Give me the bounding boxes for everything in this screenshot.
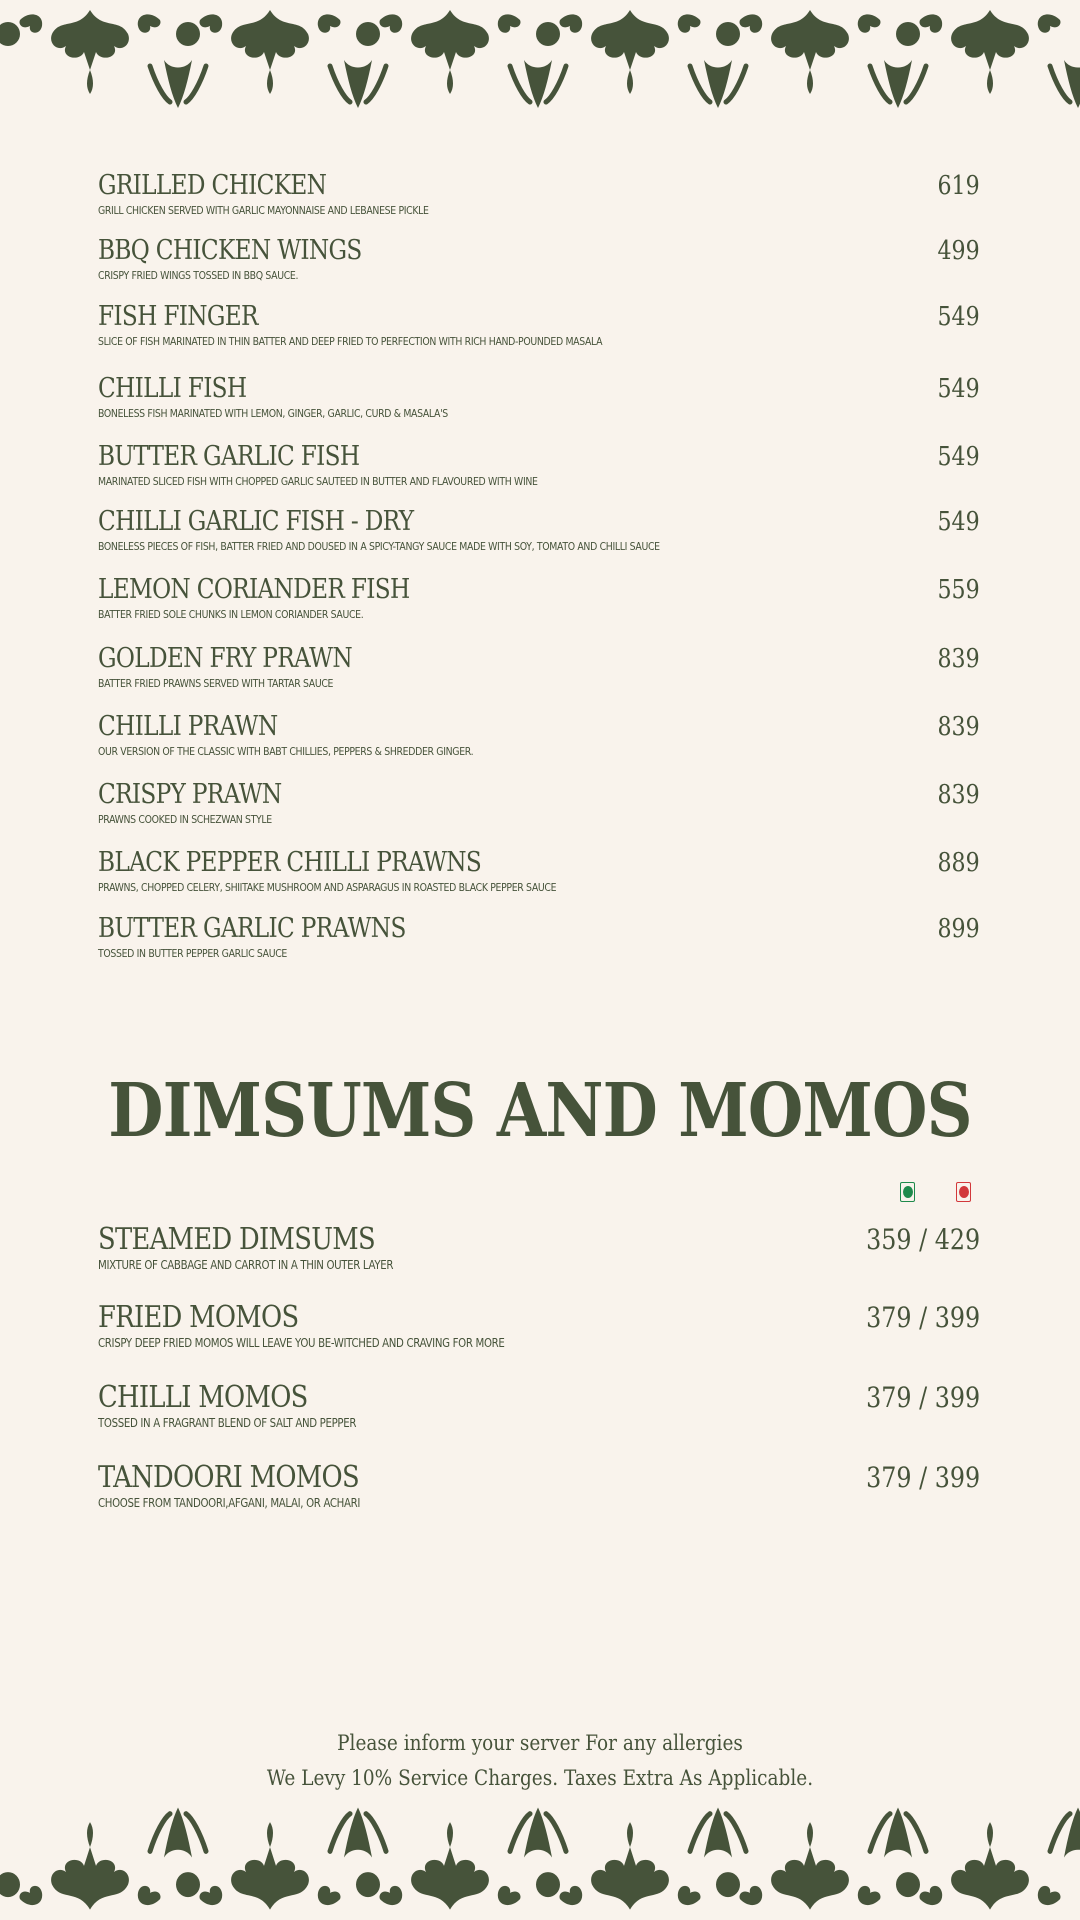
item-name: CHILLI PRAWN bbox=[98, 711, 278, 742]
menu-item bbox=[98, 301, 980, 348]
footer-notes bbox=[0, 1726, 1080, 1796]
menu-item bbox=[98, 1462, 980, 1510]
item-price: 619 bbox=[937, 171, 980, 201]
item-price: 379 / 399 bbox=[865, 1301, 980, 1334]
item-price: 359 / 429 bbox=[865, 1223, 980, 1256]
menu-item bbox=[98, 1224, 980, 1272]
non-veg-icon bbox=[956, 1182, 971, 1202]
menu-item bbox=[98, 779, 980, 826]
item-price: 889 bbox=[937, 848, 980, 878]
item-name: TANDOORI MOMOS bbox=[98, 1460, 359, 1495]
item-description: GRILL CHICKEN SERVED WITH GARLIC MAYONNAISE AND LEBANESE PICKLE bbox=[98, 204, 429, 217]
item-name: BLACK PEPPER CHILLI PRAWNS bbox=[98, 847, 482, 878]
item-description: MIXTURE OF CABBAGE AND CARROT IN A THIN OUTER LAYER bbox=[98, 1258, 394, 1272]
item-price: 549 bbox=[937, 374, 980, 404]
menu-item bbox=[98, 441, 980, 488]
item-name: CHILLI GARLIC FISH - DRY bbox=[98, 506, 414, 537]
item-description: BONELESS PIECES OF FISH, BATTER FRIED AND DOUSED IN A SPICY-TANGY SAUCE MADE WITH SOY, TOMATO AND CHILLI SAUCE bbox=[98, 540, 660, 553]
service-charge-note: We Levy 10% Service Charges. Taxes Extra As Applicable. bbox=[266, 1766, 814, 1790]
menu-item bbox=[98, 506, 980, 553]
menu-item bbox=[98, 574, 980, 621]
item-description: BONELESS FISH MARINATED WITH LEMON, GINGER, GARLIC, CURD & MASALA'S bbox=[98, 407, 448, 420]
menu-item bbox=[98, 235, 980, 282]
item-description: CRISPY DEEP FRIED MOMOS WILL LEAVE YOU BE-WITCHED AND CRAVING FOR MORE bbox=[98, 1336, 505, 1350]
item-name: FRIED MOMOS bbox=[98, 1300, 299, 1335]
menu-item bbox=[98, 1302, 980, 1350]
item-description: BATTER FRIED SOLE CHUNKS IN LEMON CORIANDER SAUCE. bbox=[98, 608, 364, 621]
menu-item bbox=[98, 711, 980, 758]
item-price: 839 bbox=[937, 780, 980, 810]
item-price: 839 bbox=[937, 712, 980, 742]
item-price: 549 bbox=[937, 302, 980, 332]
menu-item bbox=[98, 373, 980, 420]
item-name: CRISPY PRAWN bbox=[98, 779, 282, 810]
veg-icon bbox=[900, 1182, 915, 1202]
item-description: BATTER FRIED PRAWNS SERVED WITH TARTAR SAUCE bbox=[98, 677, 334, 690]
diet-legend bbox=[900, 1182, 915, 1202]
item-name: GOLDEN FRY PRAWN bbox=[98, 643, 352, 674]
item-price: 499 bbox=[937, 236, 980, 266]
bottom-ornament-border bbox=[0, 1795, 1080, 1920]
item-description: MARINATED SLICED FISH WITH CHOPPED GARLIC SAUTEED IN BUTTER AND FLAVOURED WITH WINE bbox=[98, 475, 538, 488]
section-title: DIMSUMS AND MOMOS bbox=[108, 1068, 972, 1154]
item-name: BBQ CHICKEN WINGS bbox=[98, 235, 362, 266]
menu-item bbox=[98, 643, 980, 690]
item-description: SLICE OF FISH MARINATED IN THIN BATTER AND DEEP FRIED TO PERFECTION WITH RICH HAND-POUNDED MASALA bbox=[98, 335, 603, 348]
top-ornament-border bbox=[0, 0, 1080, 120]
item-price: 839 bbox=[937, 644, 980, 674]
menu-item bbox=[98, 170, 980, 217]
menu-item bbox=[98, 1382, 980, 1430]
item-price: 559 bbox=[937, 575, 980, 605]
item-price: 379 / 399 bbox=[865, 1381, 980, 1414]
item-name: CHILLI MOMOS bbox=[98, 1380, 308, 1415]
item-name: LEMON CORIANDER FISH bbox=[98, 574, 410, 605]
item-name: BUTTER GARLIC PRAWNS bbox=[98, 913, 406, 944]
item-description: CRISPY FRIED WINGS TOSSED IN BBQ SAUCE. bbox=[98, 269, 299, 282]
item-name: GRILLED CHICKEN bbox=[98, 170, 327, 201]
item-description: CHOOSE FROM TANDOORI,AFGANI, MALAI, OR ACHARI bbox=[98, 1496, 361, 1510]
menu-item bbox=[98, 913, 980, 960]
item-price: 549 bbox=[937, 507, 980, 537]
item-price: 379 / 399 bbox=[865, 1461, 980, 1494]
item-description: OUR VERSION OF THE CLASSIC WITH BABT CHILLIES, PEPPERS & SHREDDER GINGER. bbox=[98, 745, 474, 758]
item-description: PRAWNS, CHOPPED CELERY, SHIITAKE MUSHROOM AND ASPARAGUS IN ROASTED BLACK PEPPER SAUCE bbox=[98, 881, 557, 894]
item-description: TOSSED IN A FRAGRANT BLEND OF SALT AND PEPPER bbox=[98, 1416, 357, 1430]
item-description: PRAWNS COOKED IN SCHEZWAN STYLE bbox=[98, 813, 272, 826]
allergy-note: Please inform your server For any allergies bbox=[337, 1731, 743, 1755]
item-name: CHILLI FISH bbox=[98, 373, 247, 404]
item-price: 899 bbox=[937, 914, 980, 944]
menu-item bbox=[98, 847, 980, 894]
item-name: BUTTER GARLIC FISH bbox=[98, 441, 360, 472]
item-name: FISH FINGER bbox=[98, 301, 258, 332]
item-description: TOSSED IN BUTTER PEPPER GARLIC SAUCE bbox=[98, 947, 287, 960]
diet-legend-nonveg bbox=[956, 1182, 971, 1202]
item-name: STEAMED DIMSUMS bbox=[98, 1222, 375, 1257]
item-price: 549 bbox=[937, 442, 980, 472]
